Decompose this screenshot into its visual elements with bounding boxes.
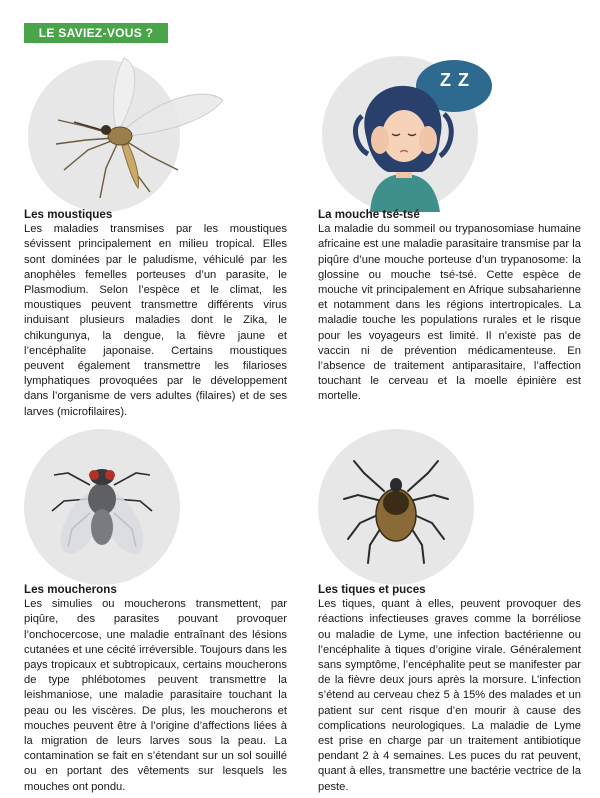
section-tiques <box>318 582 581 795</box>
section-badge: LE SAVIEZ-VOUS ? <box>24 23 168 43</box>
sleep-bubble-text: Z Z <box>440 70 470 90</box>
section-moucherons <box>24 582 287 795</box>
section-title: La mouche tsé-tsé <box>318 208 420 221</box>
tick-icon <box>318 429 474 585</box>
section-text: Les simulies ou moucherons transmettent, par piqûre, des parasites pouvant provoquer l’onchocercose, une maladie entraînant des lésions cutanées et une cécité irréversible. Toujours dans les pays tropicaux et subtropicaux, certains moucherons de type phlébotomes peuvent transmettre la leishmaniose, une maladie parasitaire touchant la peau ou les viscères. De plus, les moucherons et mouches peuvent être à l’origine d’affections liées à la migration de leurs larves sous la peau. La contamination se fait en s’étendant sur un sol souillé ou en portant des vêtements sur lesquels les mouches ont pondu. <box>24 598 287 793</box>
mosquito-icon <box>28 60 180 212</box>
section-title: Les tiques et puces <box>318 583 426 596</box>
mosquito-illustration <box>28 60 180 212</box>
section-tsetse <box>318 207 581 405</box>
tick-illustration <box>318 429 474 585</box>
tsetse-illustration <box>322 56 478 212</box>
fly-icon <box>24 429 180 585</box>
section-moustiques <box>24 207 287 420</box>
section-title: Les moustiques <box>24 208 113 221</box>
section-text: Les tiques, quant à elles, peuvent provoquer des réactions infectieuses graves comme la borréliose ou maladie de Lyme, une infection bactérienne ou l’encéphalite à tiques d’origine virale. Généralement sans symptôme, l’encéphalite peut se manifester par de la fièvre deux jours après la morsure. L’infection s’étend au cerveau chez 5 à 15% des malades et un patient sur cent risque d’en mourir à cause des complications neurologiques. La maladie de Lyme est prise en charge par un traitement antibiotique pendant 2 à 4 semaines. Les puces du rat peuvent, quant à elles, transmettre une bactérie vectrice de la peste. <box>318 598 581 793</box>
fly-illustration <box>24 429 180 585</box>
section-title: Les moucherons <box>24 583 117 596</box>
section-text: Les maladies transmises par les moustiques sévissent principalement en milieu tropical. Elles sont dominées par le paludisme, véhiculé par les anophèles femelles porteuses d’un parasite, le Plasmodium. Selon l’espèce et le climat, les moustiques peuvent transmettre différents virus induisant plusieurs maladies dont le Zika, le chikungunya, la dengue, la fièvre jaune et l’encéphalite japonaise. Certains moustiques peuvent également transmettre les filarioses lymphatiques provoquées par le développement dans l’organisme de vers adultes (filaires) et de ses larves (microfilaires). <box>24 223 287 418</box>
section-text: La maladie du sommeil ou trypanosomiase humaine africaine est une maladie parasitaire transmise par la piqûre d’une mouche porteuse d’un trypanosome: la glossine ou mouche tsé-tsé. Cette espèce de mouche vit principalement en Afrique subsaharienne et notamment dans les régions intertropicales. La maladie touche les populations rurales et le risque pour les voyageurs est limité. Il n’existe pas de vaccin ni de prévention médicamenteuse. En l’absence de traitement antiparasitaire, l’affection touchant le cerveau et la moelle épinière est mortelle. <box>318 223 581 403</box>
